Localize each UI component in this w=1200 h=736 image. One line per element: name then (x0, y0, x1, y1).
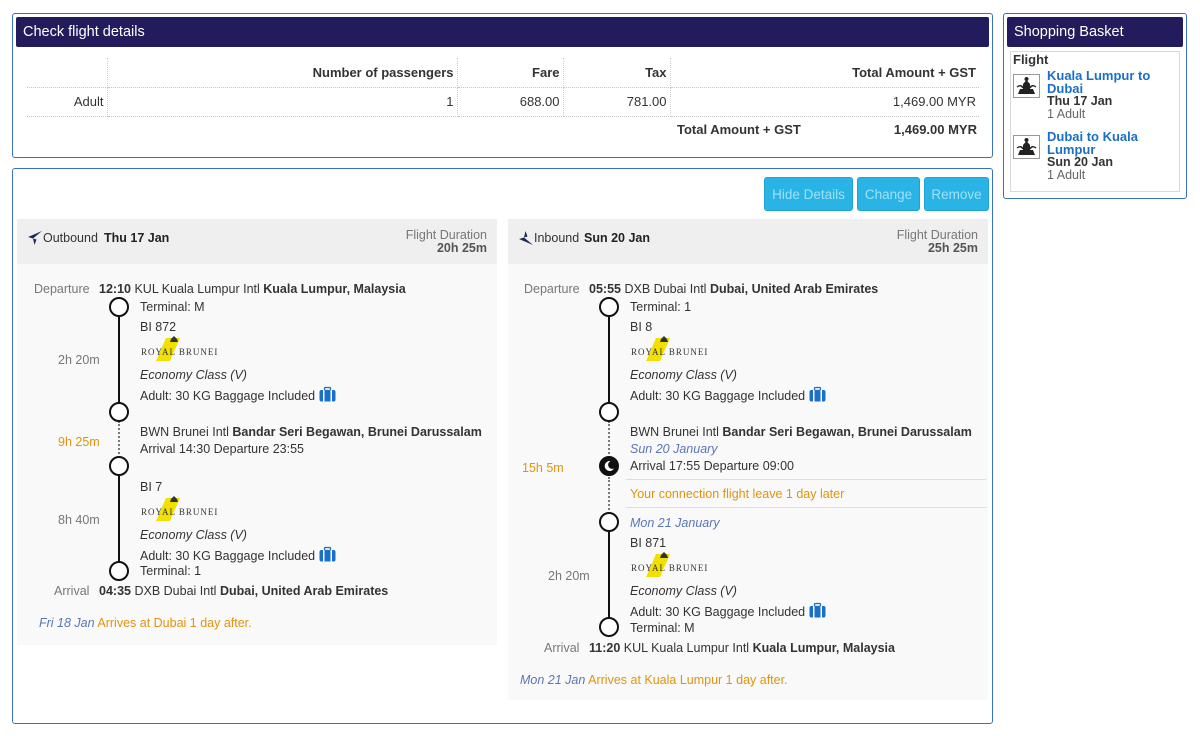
stopover-date: Sun 20 January (630, 442, 718, 456)
layover-duration: 9h 25m (58, 435, 100, 449)
departure-label: Departure (524, 282, 580, 296)
plane-icon (518, 230, 534, 246)
baggage-info (630, 603, 826, 619)
leg-date: Sun 20 Jan (584, 231, 650, 245)
total-header: Total Amount + GST (670, 58, 979, 87)
royal-brunei-logo (630, 334, 709, 367)
fare-table (27, 58, 979, 117)
flight-number: BI 872 (140, 320, 177, 334)
departure-info (589, 282, 878, 296)
cabin-class: Economy Class (V) (140, 528, 247, 542)
airline-logo-text: ROYAL BRUNEI (631, 347, 709, 357)
stopover-city: Bandar Seri Begawan, Brunei Darussalam (722, 425, 972, 439)
departure-city: Kuala Lumpur, Malaysia (263, 282, 406, 296)
stopover-info (630, 425, 972, 439)
timeline-node (599, 617, 619, 637)
basket-route-link[interactable]: Dubai to Kuala Lumpur (1047, 129, 1139, 157)
baggage-icon (319, 387, 336, 402)
arrival-airport: DXB Dubai Intl (134, 584, 217, 598)
next-day-date: Mon 21 January (630, 516, 720, 530)
layover-duration: 15h 5m (522, 461, 564, 475)
airline-logo-text: ROYAL BRUNEI (631, 563, 709, 573)
leg-direction: Inbound (534, 231, 580, 245)
baggage-text: Adult: 30 KG Baggage Included (630, 389, 806, 403)
timeline-node (599, 512, 619, 532)
itinerary-panel (12, 168, 993, 724)
arrival-time: 04:35 (99, 584, 131, 598)
shopping-basket-panel (1003, 13, 1187, 199)
arrival-note-date: Mon 21 Jan (520, 673, 586, 687)
flight-duration-value: 25h 25m (927, 241, 978, 255)
airline-crest-icon (1013, 135, 1040, 159)
departure-time: 05:55 (589, 282, 621, 296)
stopover-info (140, 425, 482, 439)
airline-logo-text: ROYAL BRUNEI (141, 507, 219, 517)
flight-number: BI 8 (630, 320, 653, 334)
inbound-header (508, 219, 988, 264)
moon-icon (599, 456, 619, 476)
cabin-class: Economy Class (V) (630, 368, 737, 382)
segment-duration: 8h 40m (58, 513, 100, 527)
segment-duration: 2h 20m (58, 353, 100, 367)
passengers-header: Number of passengers (107, 58, 457, 87)
royal-brunei-logo (140, 334, 219, 367)
summary-total-label: Total Amount + GST (677, 122, 801, 137)
basket-date: Thu 17 Jan (1047, 94, 1113, 108)
plane-icon (27, 230, 43, 246)
arrival-airport: KUL Kuala Lumpur Intl (623, 641, 750, 655)
baggage-text: Adult: 30 KG Baggage Included (140, 389, 316, 403)
baggage-icon (809, 387, 826, 402)
stopover-times: Arrival 14:30 Departure 23:55 (140, 442, 304, 456)
check-flight-details-title: Check flight details (16, 17, 989, 47)
stopover-city: Bandar Seri Begawan, Brunei Darussalam (232, 425, 482, 439)
baggage-icon (809, 603, 826, 618)
summary-total-value: 1,469.00 MYR (893, 122, 977, 137)
stopover-times: Arrival 17:55 Departure 09:00 (630, 459, 794, 473)
baggage-text: Adult: 30 KG Baggage Included (630, 605, 806, 619)
flight-duration-value: 20h 25m (436, 241, 487, 255)
arrival-city: Kuala Lumpur, Malaysia (752, 641, 895, 655)
basket-content (1010, 51, 1180, 192)
basket-date: Sun 20 Jan (1047, 155, 1113, 169)
arrival-label: Arrival (54, 584, 90, 598)
airline-logo-text: ROYAL BRUNEI (141, 347, 219, 357)
remove-button[interactable]: Remove (924, 177, 989, 211)
divider (626, 507, 986, 508)
segment-duration: 2h 20m (548, 569, 590, 583)
leg-date: Thu 17 Jan (104, 231, 170, 245)
passengers-cell: 1 (107, 87, 457, 116)
timeline-node (109, 561, 129, 581)
departure-airport: KUL Kuala Lumpur Intl (134, 282, 260, 296)
passenger-type-header (27, 58, 107, 87)
shopping-basket-title: Shopping Basket (1007, 17, 1183, 47)
departure-city: Dubai, United Arab Emirates (709, 282, 879, 296)
departure-label: Departure (34, 282, 90, 296)
timeline-node (109, 402, 129, 422)
departure-airport: DXB Dubai Intl (624, 282, 707, 296)
basket-route-link[interactable]: Kuala Lumpur to Dubai (1047, 68, 1151, 96)
stopover-airport: BWN Brunei Intl (140, 425, 229, 439)
terminal: Terminal: M (140, 300, 205, 314)
arrival-city: Dubai, United Arab Emirates (219, 584, 389, 598)
layover-line (608, 421, 610, 461)
basket-section-title: Flight (1013, 52, 1049, 67)
tax-header: Tax (563, 58, 670, 87)
flight-number: BI 871 (630, 536, 667, 550)
check-flight-details-panel (12, 13, 993, 158)
airline-crest-icon (1013, 74, 1040, 98)
flight-number: BI 7 (140, 480, 163, 494)
arrival-note-date: Fri 18 Jan (39, 616, 95, 630)
arrival-time: 11:20 (589, 641, 621, 655)
arrival-note-text: Arrives at Dubai 1 day after. (97, 616, 252, 630)
segment-line (608, 307, 610, 414)
flight-duration-label: Flight Duration (896, 228, 978, 242)
departure-time: 12:10 (99, 282, 131, 296)
tax-cell: 781.00 (563, 87, 670, 116)
baggage-icon (319, 547, 336, 562)
terminal: Terminal: M (630, 621, 695, 635)
total-cell: 1,469.00 MYR (670, 87, 979, 116)
royal-brunei-logo (140, 494, 219, 527)
arrival-info (589, 641, 895, 655)
stopover-airport: BWN Brunei Intl (630, 425, 719, 439)
basket-passengers: 1 Adult (1047, 107, 1086, 121)
arrival-note-text: Arrives at Kuala Lumpur 1 day after. (588, 673, 788, 687)
arrival-info (99, 584, 388, 598)
fare-table-header-row (27, 58, 979, 87)
departure-info (99, 282, 406, 296)
timeline-node (109, 297, 129, 317)
flight-duration-label: Flight Duration (405, 228, 487, 242)
leg-direction: Outbound (43, 231, 98, 245)
segment-line (118, 307, 120, 414)
segment-line (608, 523, 610, 628)
arrival-note (39, 616, 252, 630)
baggage-info (140, 387, 336, 403)
baggage-info (140, 547, 336, 563)
flight-duration (406, 229, 487, 255)
layover-line (608, 477, 610, 517)
hide-details-button[interactable]: Hide Details (764, 177, 853, 211)
timeline-node (599, 297, 619, 317)
table-row (27, 87, 979, 116)
fare-header: Fare (457, 58, 563, 87)
arrival-note (520, 673, 788, 687)
layover-line (118, 421, 120, 461)
terminal: Terminal: 1 (140, 564, 202, 578)
change-button[interactable]: Change (857, 177, 920, 211)
baggage-text: Adult: 30 KG Baggage Included (140, 549, 316, 563)
passenger-type-cell: Adult (27, 87, 107, 116)
outbound-leg (17, 219, 497, 645)
inbound-leg (508, 219, 988, 700)
flight-duration (897, 229, 978, 255)
outbound-header (17, 219, 497, 264)
arrival-label: Arrival (544, 641, 580, 655)
royal-brunei-logo (630, 550, 709, 583)
timeline-node (599, 402, 619, 422)
cabin-class: Economy Class (V) (140, 368, 247, 382)
divider (626, 479, 986, 480)
baggage-info (630, 387, 826, 403)
timeline-node (109, 456, 129, 476)
basket-passengers: 1 Adult (1047, 168, 1086, 182)
segment-line (118, 467, 120, 572)
fare-cell: 688.00 (457, 87, 563, 116)
cabin-class: Economy Class (V) (630, 584, 737, 598)
connection-note: Your connection flight leave 1 day later (630, 487, 845, 501)
terminal: Terminal: 1 (630, 300, 692, 314)
